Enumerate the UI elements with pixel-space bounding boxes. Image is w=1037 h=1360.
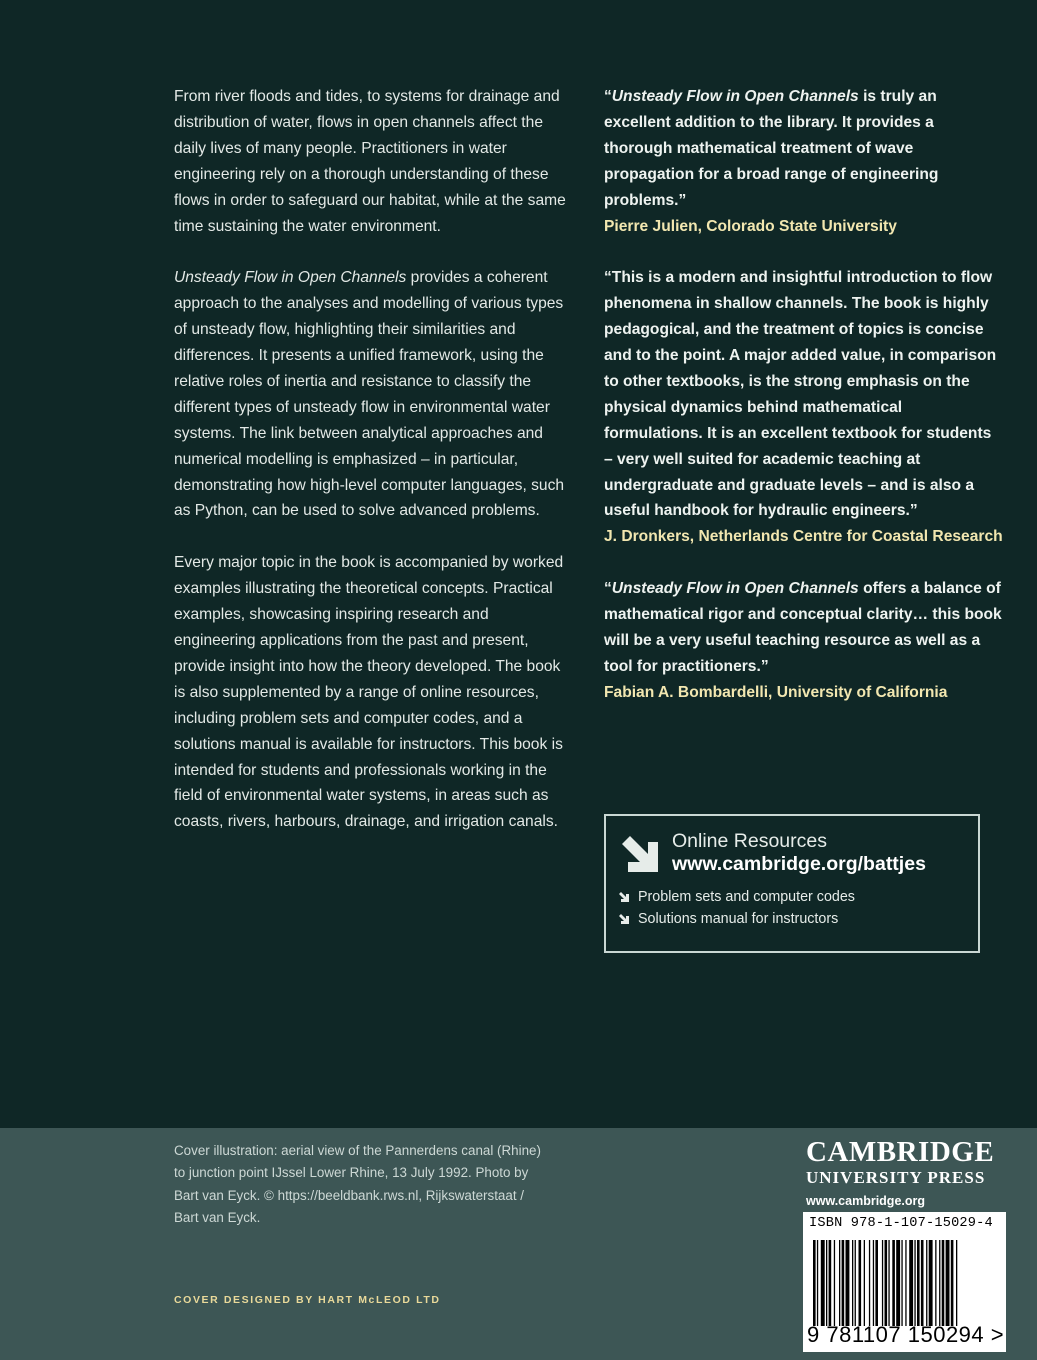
publisher-subtitle: UNIVERSITY PRESS (806, 1168, 986, 1187)
arrow-down-right-icon (618, 832, 662, 876)
online-resources-box (604, 814, 980, 953)
isbn-label: ISBN 978-1-107-15029-4 (809, 1216, 993, 1231)
book-title-italic: Unsteady Flow in Open Channels (611, 580, 859, 598)
endorsement-3 (604, 576, 1004, 706)
barcode-bar (869, 1240, 870, 1326)
footer-band (0, 1128, 1037, 1360)
barcode-bar (852, 1240, 853, 1326)
barcode-bar (896, 1240, 900, 1326)
online-resources-title: Online Resources (672, 830, 827, 852)
blurb-paragraph-2 (174, 265, 574, 524)
barcode-bar (834, 1240, 835, 1326)
book-title-italic: Unsteady Flow in Open Channels (611, 88, 859, 105)
barcode-bar (826, 1240, 827, 1326)
list-item (618, 908, 966, 930)
online-resources-url[interactable]: www.cambridge.org/battjes (672, 853, 926, 875)
blurb-paragraph-1: From river floods and tides, to systems for drainage and distribution of water, flows in open channels affect the daily lives of many people. Practitioners in water engineering rely on a thorough understanding of these flows in order to safeguard our habitat, while at the same time sustaining the water environment. (174, 88, 566, 235)
online-resources-list (618, 886, 966, 930)
barcode-bar (842, 1240, 845, 1326)
cover-illustration-credit: Cover illustration: aerial view of the Pannerdens canal (Rhine) to junction point IJssel Lower Rhine, 13 July 1992. Photo by Bart van Eyck. © https://beeldbank.rws.nl, Rijkswaterstaat / Bart van Eyck. (174, 1143, 541, 1226)
open-quote-mark: “ (604, 88, 612, 105)
isbn-barcode (803, 1212, 1006, 1352)
barcode-bar (926, 1240, 927, 1326)
endorsements-column (604, 84, 1004, 732)
endorsement-2-attribution: J. Dronkers, Netherlands Centre for Coastal Research (604, 528, 1003, 546)
barcode-bar (956, 1240, 957, 1326)
barcode-bar (905, 1240, 906, 1326)
barcode-bar (885, 1240, 888, 1326)
barcode-bar (888, 1240, 889, 1326)
endorsement-1 (604, 84, 1004, 239)
barcode-bar (917, 1240, 920, 1326)
barcode-bar (821, 1240, 825, 1326)
barcode-bars (809, 1240, 999, 1326)
barcode-bar (839, 1240, 840, 1326)
endorsement-1-text (604, 84, 1004, 214)
barcode-bar (829, 1240, 832, 1326)
barcode-bar (864, 1240, 865, 1326)
barcode-bar (846, 1240, 850, 1326)
endorsement-1-attribution: Pierre Julien, Colorado State University (604, 217, 897, 235)
barcode-bar (951, 1240, 954, 1326)
barcode-bar (946, 1240, 950, 1326)
barcode-bar (892, 1240, 895, 1326)
barcode-bar (939, 1240, 940, 1326)
blurb-paragraph-3: Every major topic in the book is accompanied by worked examples illustrating the theoretical concepts. Practical examples, showcasing inspiring research and engineering applications from the past and present, provide insight into how the theory developed. The book is also supplemented by a range of online resources, including problem sets and computer codes, and a solutions manual is available for instructors. This book is intended for students and professionals working in the field of environmental water systems, in areas such as coasts, rivers, harbours, drainage, and irrigation canals. (174, 554, 564, 831)
barcode-bar (921, 1240, 924, 1326)
barcode-bar (882, 1240, 883, 1326)
barcode-bar (935, 1240, 936, 1326)
endorsement-3-text (604, 576, 1004, 680)
blurb-column (174, 84, 574, 835)
barcode-bar (813, 1240, 816, 1326)
barcode-bar (859, 1240, 862, 1326)
publisher-url[interactable]: www.cambridge.org (806, 1194, 926, 1208)
barcode-digits: 9 781107 150294 > (807, 1322, 1005, 1347)
online-resources-header (618, 830, 966, 876)
barcode-bar (929, 1240, 933, 1326)
resource-item-label: Problem sets and computer codes (638, 889, 855, 905)
barcode-bar (901, 1240, 902, 1326)
barcode-bar (875, 1240, 878, 1326)
resource-item-label: Solutions manual for instructors (638, 911, 839, 927)
barcode-bar (817, 1240, 818, 1326)
book-title-italic: Unsteady Flow in Open Channels (174, 269, 407, 287)
cover-designer-credit: COVER DESIGNED BY HART McLEOD LTD (174, 1294, 441, 1306)
blurb-paragraph-2-text: provides a coherent approach to the analyses and modelling of various types of unsteady flow, highlighting their similarities and differences. It presents a unified framework, using the relative roles of inertia and resistance to classify the different types of unsteady flow in environmental water systems. The link between analytical approaches and numerical modelling is emphasized – in particular, demonstrating how high-level computer languages, such as Python, can be used to solve advanced problems. (174, 269, 565, 520)
barcode-bar (855, 1240, 856, 1326)
list-item (618, 886, 966, 908)
endorsement-1-body: is truly an excellent addition to the library. It provides a thorough mathematical treatment of wave propagation for a broad range of engineering problems.” (604, 88, 939, 209)
arrow-down-right-icon (618, 891, 630, 903)
barcode-bar (914, 1240, 915, 1326)
endorsement-2-text: “This is a modern and insightful introduction to flow phenomena in shallow channels. The book is highly pedagogical, and the treatment of topics is concise and to the point. A major added value, in comparison to other textbooks, is the strong emphasis on the physical dynamics behind mathematical formulations. It is an excellent textbook for students – very well suited for academic teaching at undergraduate and graduate levels – and is also a useful handbook for hydraulic engineers.” (604, 269, 997, 520)
open-quote-mark: “ (604, 580, 612, 598)
arrow-down-right-icon (618, 913, 630, 925)
endorsement-3-attribution: Fabian A. Bombardelli, University of California (604, 683, 948, 701)
endorsement-3-body: offers a balance of mathematical rigor and conceptual clarity… this book will be a very useful teaching resource as well as a tool for practitioners.” (604, 580, 1002, 675)
barcode-bar (909, 1240, 913, 1326)
endorsement-2 (604, 265, 1004, 550)
barcode-bar (942, 1240, 945, 1326)
publisher-logo (806, 1136, 1006, 1208)
barcode-bar (873, 1240, 874, 1326)
publisher-name: CAMBRIDGE (806, 1136, 995, 1168)
